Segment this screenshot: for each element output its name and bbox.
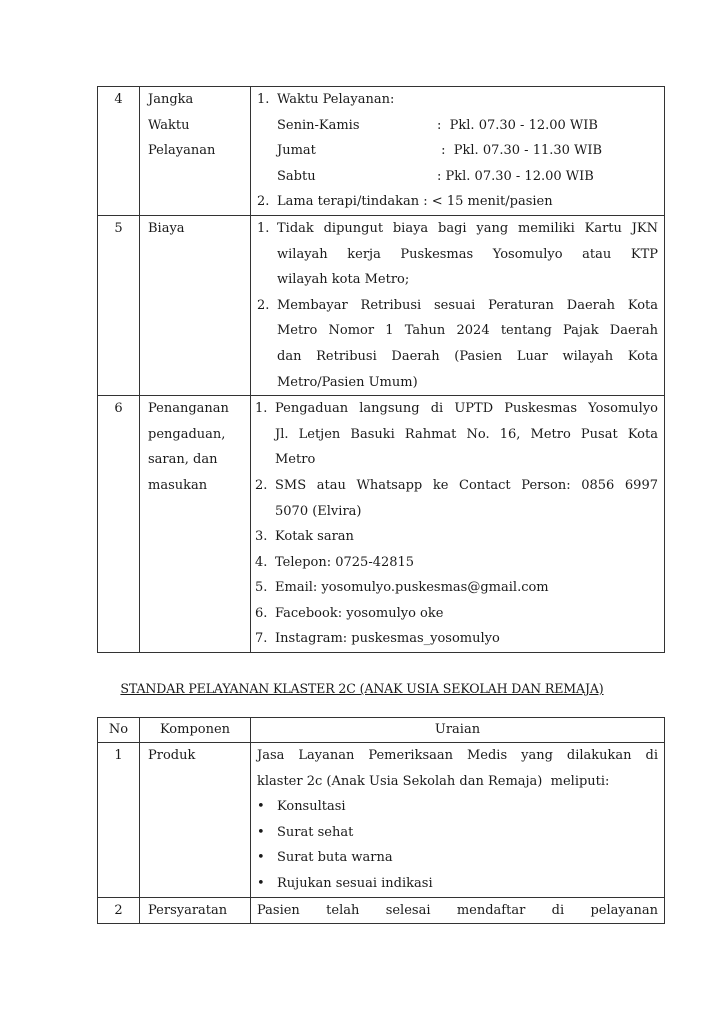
header-description: Uraian — [251, 718, 665, 743]
row-component: Penanganan pengaduan, saran, dan masukan — [140, 396, 251, 653]
header-component: Komponen — [140, 718, 251, 743]
row-component: Biaya — [140, 215, 251, 395]
row-number: 5 — [98, 215, 140, 395]
header-no: No — [98, 718, 140, 743]
list-item: 3. Kotak saran — [255, 529, 354, 545]
table-row — [98, 897, 665, 924]
bullet-item: • Rujukan sesuai indikasi — [257, 875, 433, 891]
row-number: 6 — [98, 396, 140, 653]
row-description: Pasien telah selesai mendaftar di pelayanan — [251, 897, 665, 924]
list-item: 2. SMS atau Whatsapp ke Contact Person: 0856 6997 5070 (Elvira) — [255, 477, 658, 519]
row-description: Jasa Layanan Pemeriksaan Medis yang dilakukan di klaster 2c (Anak Usia Sekolah dan Remaja) meliputi: • Konsultasi • Surat sehat • Surat buta warna • Rujukan sesuai indikasi — [251, 743, 665, 898]
bullet-item: • Surat sehat — [257, 824, 354, 840]
row-number: 4 — [98, 87, 140, 216]
list-item: 7. Instagram: puskesmas_yosomulyo — [255, 631, 500, 647]
row-component: Persyaratan — [140, 897, 251, 924]
table-row — [98, 743, 665, 898]
klaster-2c-service-table — [97, 717, 665, 924]
table-row — [98, 396, 665, 653]
list-item: 6. Facebook: yosomulyo oke — [255, 605, 444, 621]
table-header-row — [98, 718, 665, 743]
list-item: 2. Lama terapi/tindakan : < 15 menit/pasien — [257, 194, 553, 210]
bullet-item: • Konsultasi — [257, 799, 346, 815]
row-description — [251, 396, 665, 653]
list-item: 1. Waktu Pelayanan: — [257, 92, 395, 107]
section-title: STANDAR PELAYANAN KLASTER 2C (ANAK USIA SEKOLAH DAN REMAJA) — [120, 681, 604, 696]
table-row — [98, 215, 665, 395]
bullet-item: • Surat buta warna — [257, 850, 393, 866]
list-item: 4. Telepon: 0725-42815 — [255, 554, 415, 570]
list-item: 5. Email: yosomulyo.puskesmas@gmail.com — [255, 580, 549, 596]
list-item: 2. Membayar Retribusi sesuai Peraturan Daerah Kota Metro Nomor 1 Tahun 2024 tentang Pajak Daerah dan Retribusi Daerah (Pasien Luar wilayah Kota Metro/Pasien Umum) — [257, 297, 658, 390]
list-item: 1. Pengaduan langsung di UPTD Puskesmas Yosomulyo Jl. Letjen Basuki Rahmat No. 16, Metro Pusat Kota Metro — [255, 401, 658, 468]
schedule-line: Senin-Kamis : Pkl. 07.30 - 12.00 WIB — [277, 117, 598, 133]
service-standard-table-continued — [97, 86, 665, 653]
row-description — [251, 87, 665, 216]
row-number: 2 — [98, 897, 140, 924]
row-component: Jangka Waktu Pelayanan — [140, 87, 251, 216]
row-description — [251, 215, 665, 395]
table-row — [98, 87, 665, 216]
row-number: 1 — [98, 743, 140, 898]
row-component: Produk — [140, 743, 251, 898]
schedule-line: Sabtu : Pkl. 07.30 - 12.00 WIB — [277, 168, 594, 184]
schedule-line: Jumat : Pkl. 07.30 - 11.30 WIB — [277, 143, 603, 159]
list-item: 1. Tidak dipungut biaya bagi yang memiliki Kartu JKN wilayah kerja Puskesmas Yosomulyo atau KTP wilayah kota Metro; — [257, 220, 658, 288]
